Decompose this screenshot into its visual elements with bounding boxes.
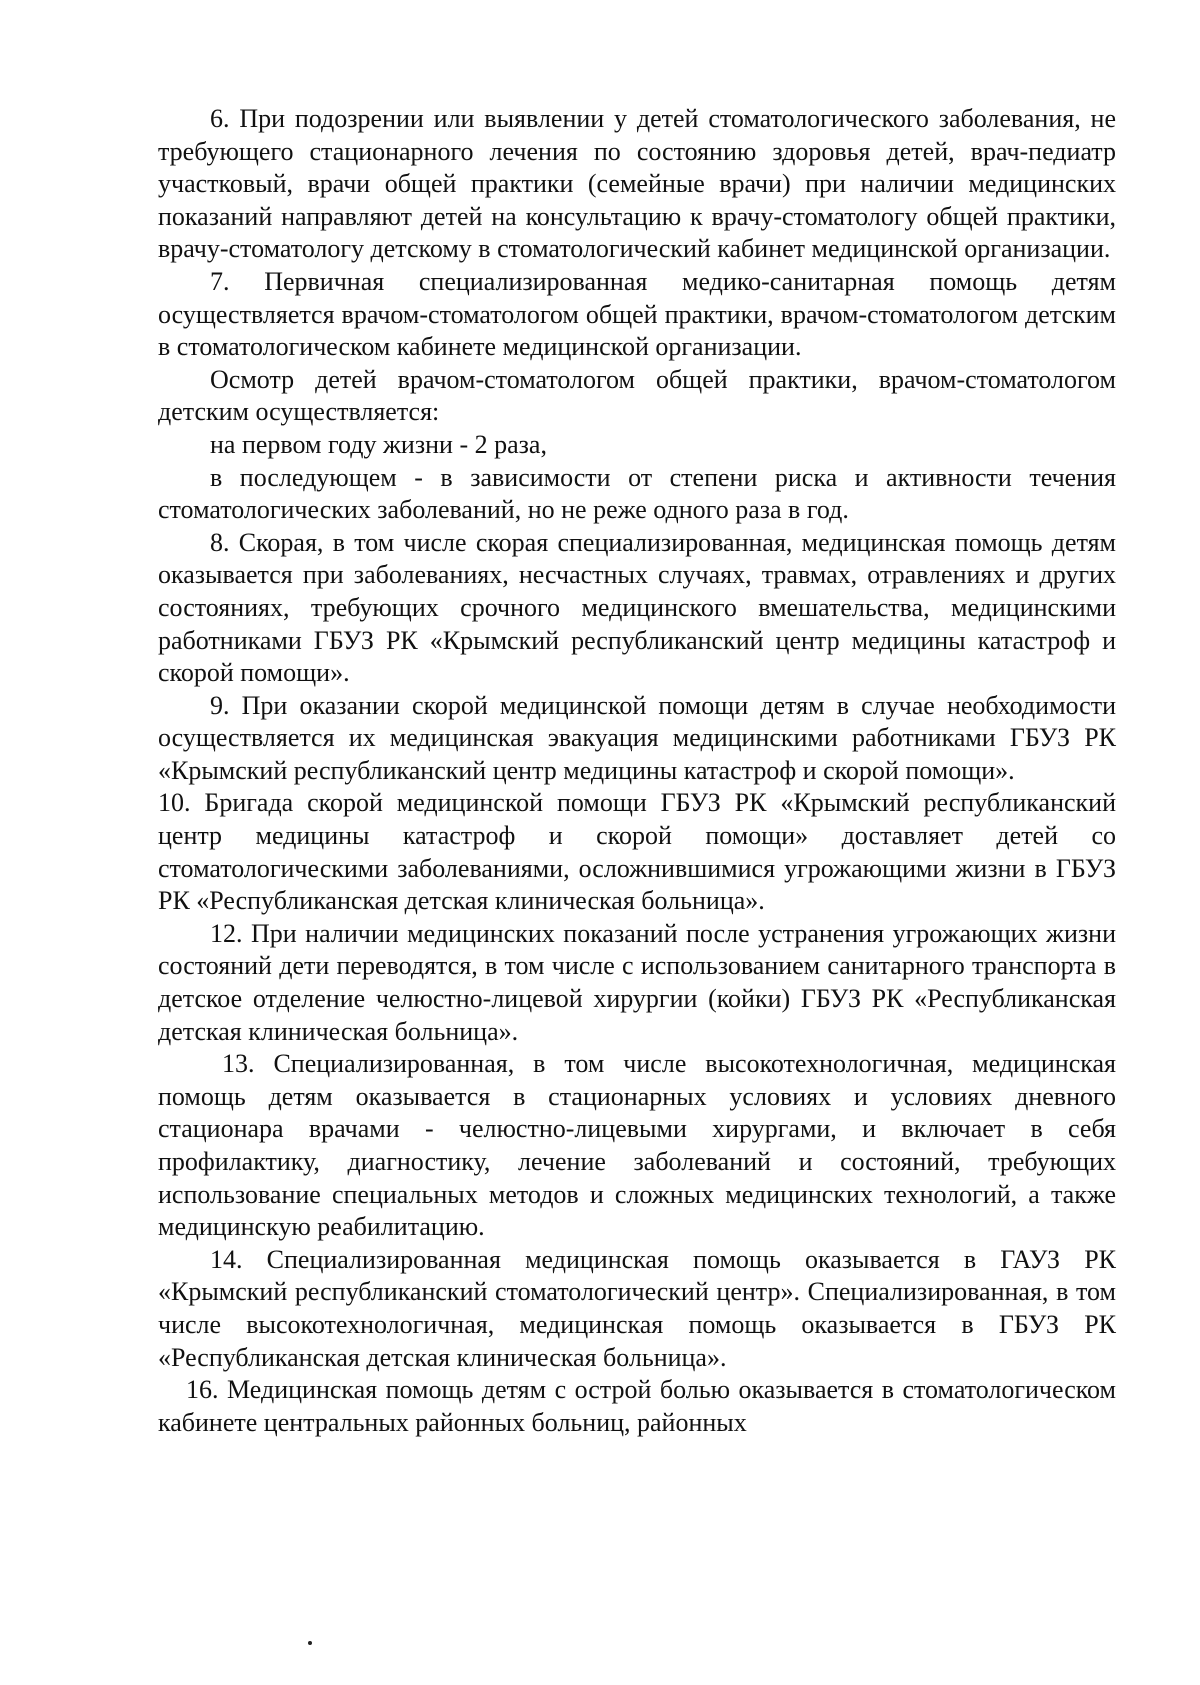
document-page [158,103,1116,1439]
paragraph-6: 6. При подозрении или выявлении у детей стоматологического заболевания, не требующего стационарного лечения по состоянию здоровья детей, врач-педиатр участковый, врачи общей практики (семейные врачи) при наличии медицинских показаний направляют детей на консультацию к врачу-стоматологу общей практики, врачу-стоматологу детскому в стоматологический кабинет медицинской организации. [158,104,1116,264]
paragraph-7-subsequent: в последующем - в зависимости от степени риска и активности течения стоматологических заболеваний, но не реже одного раза в год. [158,462,1116,525]
paragraph-12: 12. При наличии медицинских показаний после устранения угрожающих жизни состояний дети переводятся, в том числе с использованием санитарного транспорта в детское отделение челюстно-лицевой хирургии (койки) ГБУЗ РК «Республиканская детская клиническая больница». [158,918,1116,1046]
paragraph-7: 7. Первичная специализированная медико-санитарная помощь детям осуществляется врачом-стоматологом общей практики, врачом-стоматологом детским в стоматологическом кабинете медицинской организации. [158,266,1116,362]
paragraph-7-exam: Осмотр детей врачом-стоматологом общей практики, врачом-стоматологом детским осуществляется: [158,364,1116,427]
paragraph-8: 8. Скорая, в том числе скорая специализированная, медицинская помощь детям оказывается при заболеваниях, несчастных случаях, травмах, отравлениях и других состояниях, требующих срочного медицинского вмешательства, медицинскими работниками ГБУЗ РК «Крымский республиканский центр медицины катастроф и скорой помощи». [158,527,1116,688]
paragraph-10: 10. Бригада скорой медицинской помощи ГБУЗ РК «Крымский республиканский центр медицины катастроф и скорой помощи» доставляет детей со стоматологическими заболеваниями, осложнившимися угрожающими жизни в ГБУЗ РК «Республиканская детская клиническая больница». [158,788,1116,916]
paragraph-14: 14. Специализированная медицинская помощь оказывается в ГАУЗ РК «Крымский республиканский стоматологический центр». Специализированная, в том числе высокотехнологичная, медицинская помощь оказывается в ГБУЗ РК «Республиканская детская клиническая больница». [158,1244,1116,1372]
paragraph-9: 9. При оказании скорой медицинской помощи детям в случае необходимости осуществляется их медицинская эвакуация медицинскими работниками ГБУЗ РК «Крымский республиканский центр медицины катастроф и скорой помощи». [158,690,1116,785]
paragraph-13: 13. Специализированная, в том числе высокотехнологичная, медицинская помощь детям оказывается в стационарных условиях и условиях дневного стационара врачами - челюстно-лицевыми хирургами, и включает в себя профилактику, диагностику, лечение заболеваний и состояний, требующих использование специальных методов и сложных медицинских технологий, а также медицинскую реабилитацию. [158,1049,1116,1242]
scan-dot [308,1641,312,1645]
paragraph-16: 16. Медицинская помощь детям с острой болью оказывается в стоматологическом кабинете центральных районных больниц, районных [158,1375,1116,1437]
paragraph-7-first-year: на первом году жизни - 2 раза, [210,429,547,459]
